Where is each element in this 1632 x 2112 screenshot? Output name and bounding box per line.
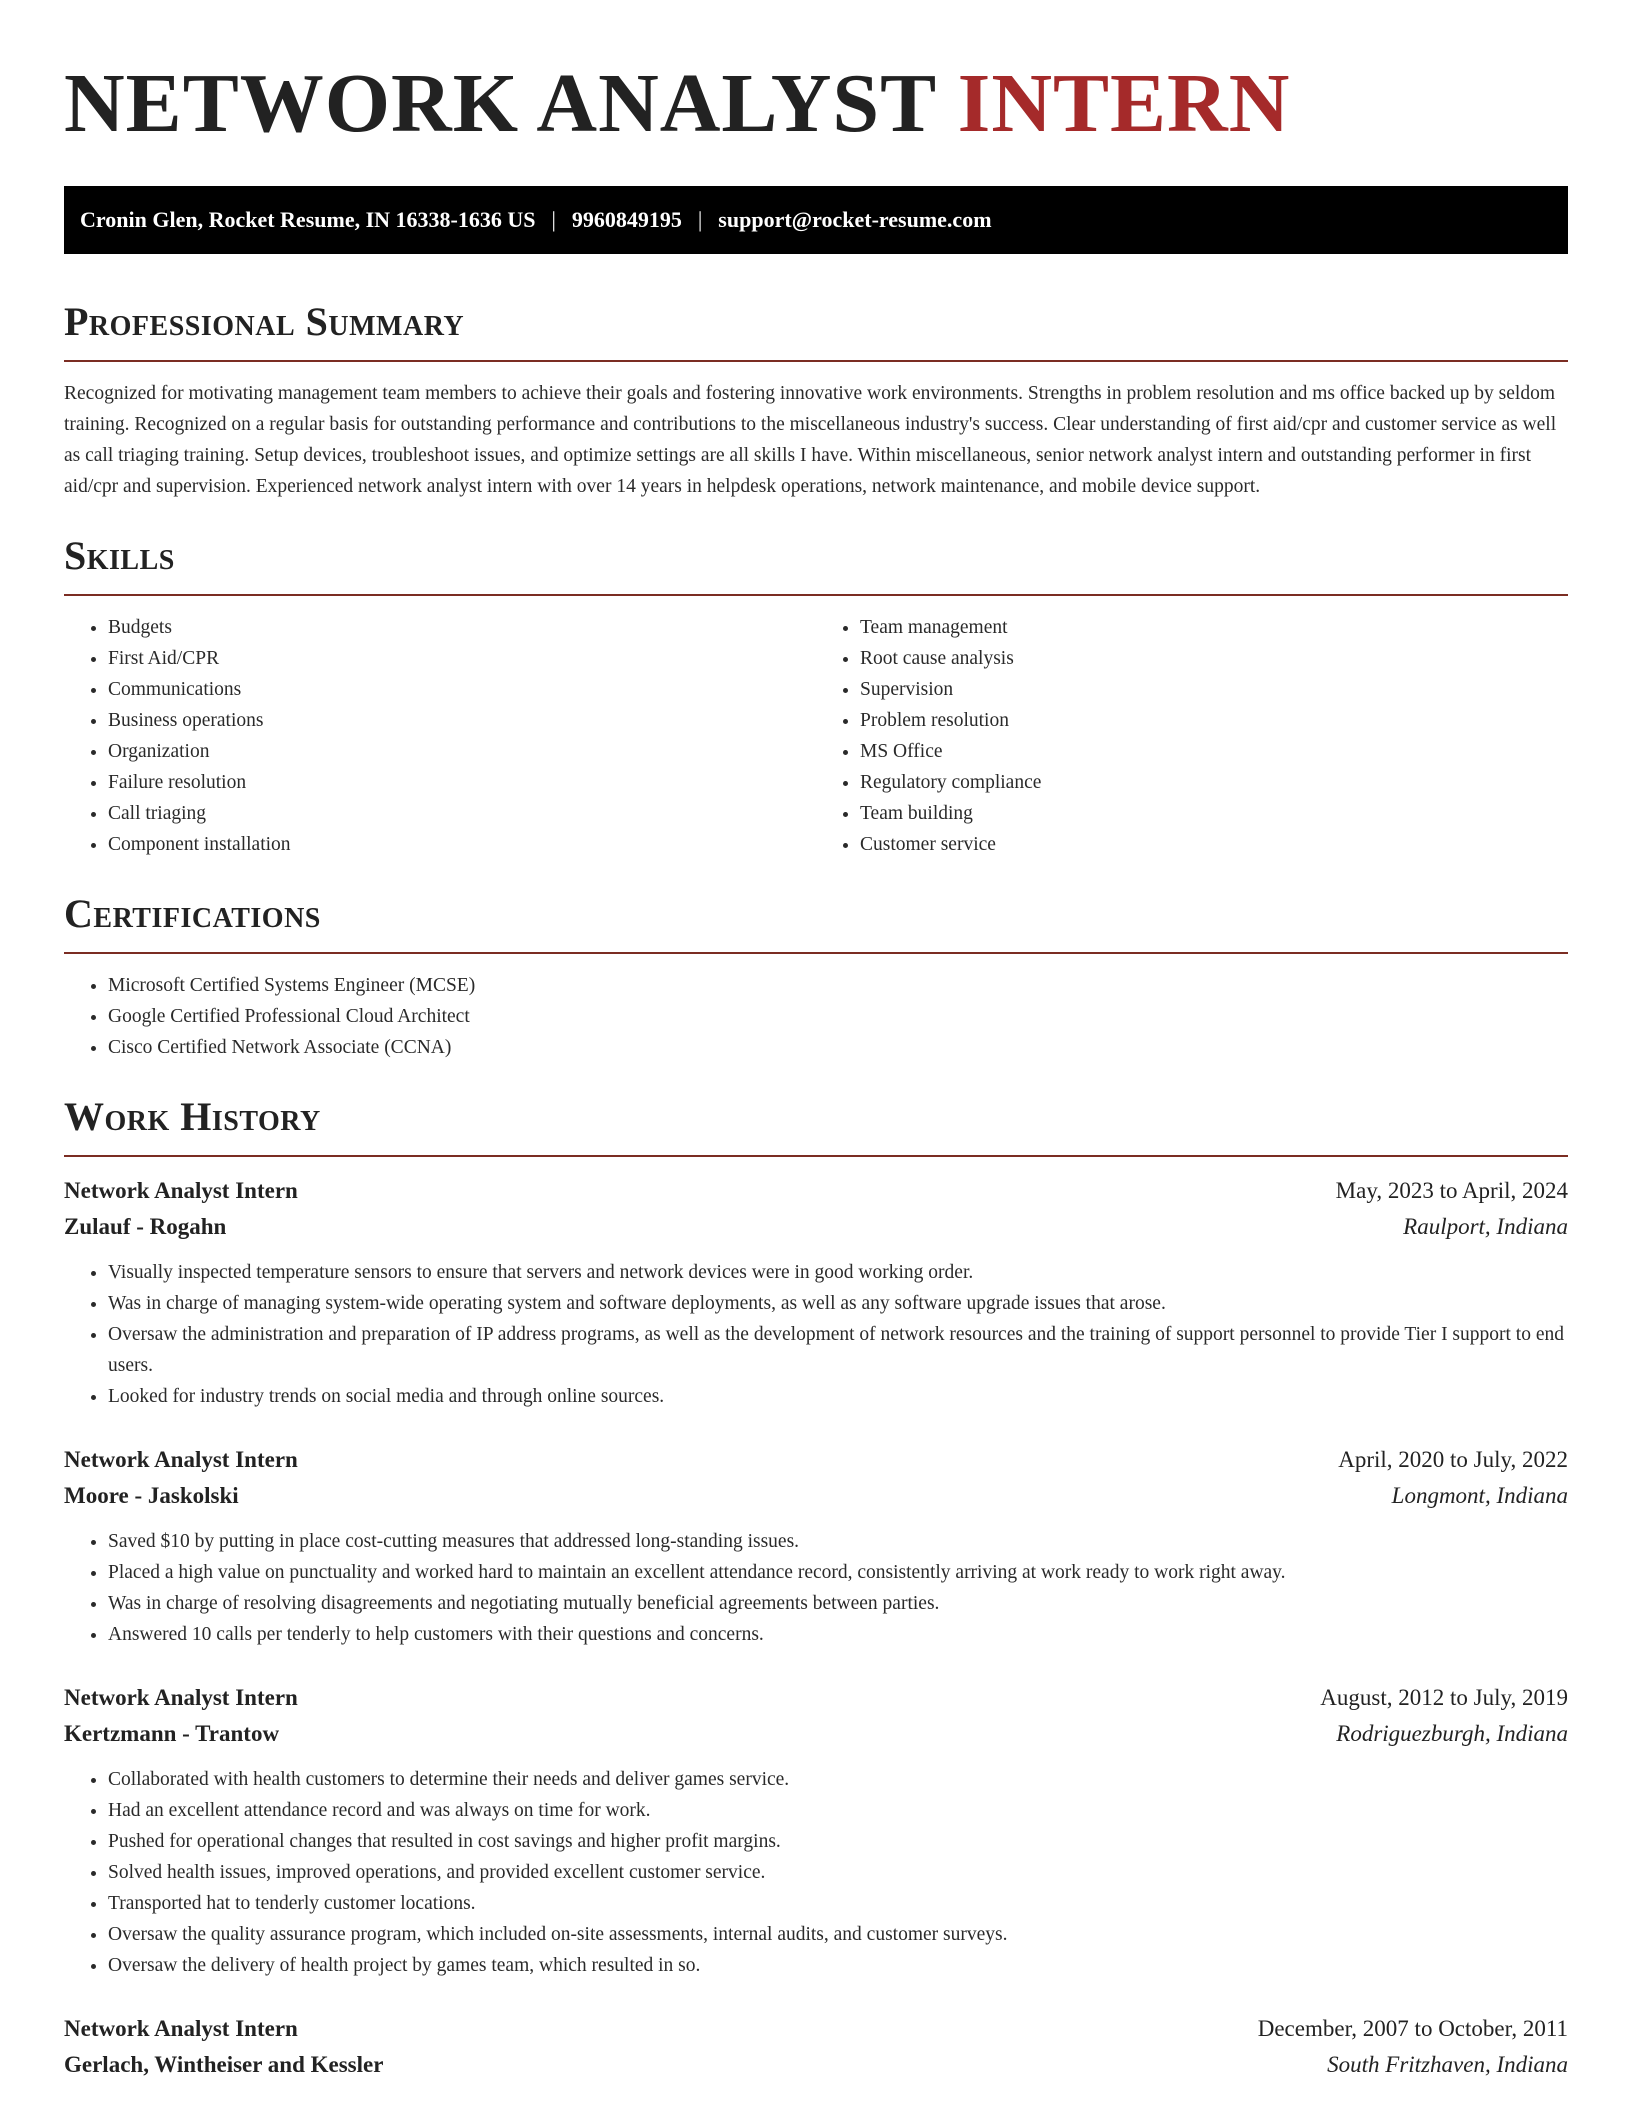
certification-item: • Cisco Certified Network Associate (CCNA) bbox=[108, 1032, 1568, 1063]
job-bullet: • Solved health issues, improved operations, and provided excellent customer service. bbox=[108, 1857, 1568, 1888]
job-header-row bbox=[64, 1680, 1568, 1716]
job-title: Network Analyst Intern bbox=[64, 1685, 298, 1710]
job-dates: May, 2023 to April, 2024 bbox=[1335, 1178, 1568, 1203]
section-divider bbox=[64, 952, 1568, 954]
skill-item: • Team management bbox=[860, 612, 1568, 643]
job-bullet: • Looked for industry trends on social media and through online sources. bbox=[108, 1381, 1568, 1412]
job-bullet: • Oversaw the delivery of health project by games team, which resulted in so. bbox=[108, 1950, 1568, 1981]
skill-item: • Root cause analysis bbox=[860, 643, 1568, 674]
resume-title bbox=[64, 56, 1568, 152]
title-accent: INTERN bbox=[957, 57, 1291, 150]
section-heading-work-history: Work History bbox=[64, 1094, 321, 1139]
skill-item: • First Aid/CPR bbox=[108, 643, 816, 674]
contact-separator: | bbox=[551, 207, 556, 232]
job-header-row bbox=[64, 2011, 1568, 2047]
contact-phone: 9960849195 bbox=[571, 207, 682, 232]
job-bullet: • Was in charge of resolving disagreements and negotiating mutually beneficial agreements between parties. bbox=[108, 1588, 1568, 1619]
certification-item: • Google Certified Professional Cloud Architect bbox=[108, 1001, 1568, 1032]
job-bullet: • Placed a high value on punctuality and worked hard to maintain an excellent attendance record, consistently arriving at work ready to work right away. bbox=[108, 1557, 1568, 1588]
skill-item: • Customer service bbox=[860, 829, 1568, 860]
skills-grid bbox=[64, 612, 1568, 860]
skill-item: • MS Office bbox=[860, 736, 1568, 767]
job-location: Raulport, Indiana bbox=[1403, 1214, 1568, 1239]
job-company-row bbox=[64, 1716, 1568, 1752]
job-location: South Fritzhaven, Indiana bbox=[1327, 2052, 1568, 2077]
job-company-row bbox=[64, 1209, 1568, 1245]
certification-item: • Microsoft Certified Systems Engineer (MCSE) bbox=[108, 970, 1568, 1001]
section-divider bbox=[64, 594, 1568, 596]
skill-item: • Organization bbox=[108, 736, 816, 767]
section-heading-summary: Professional Summary bbox=[64, 299, 465, 344]
job-bullet: • Answered 10 calls per tenderly to help customers with their questions and concerns. bbox=[108, 1619, 1568, 1650]
title-main: NETWORK ANALYST bbox=[64, 57, 958, 150]
section-heading-skills: Skills bbox=[64, 533, 175, 578]
section-divider bbox=[64, 360, 1568, 362]
skill-item: • Budgets bbox=[108, 612, 816, 643]
skill-item: • Team building bbox=[860, 798, 1568, 829]
skills-section bbox=[64, 532, 1568, 860]
job-location: Longmont, Indiana bbox=[1391, 1483, 1568, 1508]
job-bullets bbox=[64, 1257, 1568, 1412]
job-bullet: • Oversaw the administration and preparation of IP address programs, as well as the development of network resources and the training of support personnel to provide Tier I support to end users. bbox=[108, 1319, 1568, 1381]
section-heading-certifications: Certifications bbox=[64, 891, 321, 936]
work-history-section bbox=[64, 1093, 1568, 2083]
job-location: Rodriguezburgh, Indiana bbox=[1336, 1721, 1568, 1746]
job-bullets bbox=[64, 1764, 1568, 1981]
skill-item: • Failure resolution bbox=[108, 767, 816, 798]
job-title: Network Analyst Intern bbox=[64, 1178, 298, 1203]
job-title: Network Analyst Intern bbox=[64, 1447, 298, 1472]
certifications-section bbox=[64, 890, 1568, 1063]
job-company: Moore - Jaskolski bbox=[64, 1483, 239, 1508]
contact-email: support@rocket-resume.com bbox=[718, 207, 992, 232]
section-divider bbox=[64, 1155, 1568, 1157]
summary-section bbox=[64, 298, 1568, 502]
job-entry bbox=[64, 1173, 1568, 1412]
job-dates: August, 2012 to July, 2019 bbox=[1320, 1685, 1568, 1710]
skill-item: • Component installation bbox=[108, 829, 816, 860]
certifications-list bbox=[64, 970, 1568, 1063]
job-bullet: • Oversaw the quality assurance program, which included on-site assessments, internal audits, and customer surveys. bbox=[108, 1919, 1568, 1950]
skill-item: • Call triaging bbox=[108, 798, 816, 829]
job-header-row bbox=[64, 1173, 1568, 1209]
job-bullet: • Was in charge of managing system-wide operating system and software deployments, as well as any software upgrade issues that arose. bbox=[108, 1288, 1568, 1319]
job-entry bbox=[64, 1680, 1568, 1981]
job-dates: April, 2020 to July, 2022 bbox=[1338, 1447, 1568, 1472]
job-title: Network Analyst Intern bbox=[64, 2016, 298, 2041]
skill-item: • Problem resolution bbox=[860, 705, 1568, 736]
job-bullet: • Pushed for operational changes that resulted in cost savings and higher profit margins. bbox=[108, 1826, 1568, 1857]
job-header-row bbox=[64, 1442, 1568, 1478]
jobs-list bbox=[64, 1173, 1568, 2083]
job-company-row bbox=[64, 2047, 1568, 2083]
skills-list-right bbox=[816, 612, 1568, 860]
job-company: Gerlach, Wintheiser and Kessler bbox=[64, 2052, 384, 2077]
job-dates: December, 2007 to October, 2011 bbox=[1257, 2016, 1568, 2041]
skill-item: • Supervision bbox=[860, 674, 1568, 705]
job-bullet: • Collaborated with health customers to determine their needs and deliver games service. bbox=[108, 1764, 1568, 1795]
job-bullets bbox=[64, 1526, 1568, 1650]
job-company-row bbox=[64, 1478, 1568, 1514]
skill-item: • Communications bbox=[108, 674, 816, 705]
skill-item: • Business operations bbox=[108, 705, 816, 736]
contact-bar bbox=[64, 186, 1568, 254]
contact-address: Cronin Glen, Rocket Resume, IN 16338-1636 US bbox=[80, 207, 536, 232]
job-entry bbox=[64, 1442, 1568, 1650]
job-bullet: • Saved $10 by putting in place cost-cutting measures that addressed long-standing issues. bbox=[108, 1526, 1568, 1557]
skills-list-left bbox=[64, 612, 816, 860]
contact-separator: | bbox=[697, 207, 703, 232]
job-bullet: • Transported hat to tenderly customer locations. bbox=[108, 1888, 1568, 1919]
job-company: Zulauf - Rogahn bbox=[64, 1214, 227, 1239]
job-bullet: • Visually inspected temperature sensors to ensure that servers and network devices were in good working order. bbox=[108, 1257, 1568, 1288]
job-entry bbox=[64, 2011, 1568, 2083]
summary-text: Recognized for motivating management team members to achieve their goals and fostering innovative work environments. Strengths in problem resolution and ms office backed up by seldom training. Recognized on a regular basis for outstanding performance and contributions to the miscellaneous industry's success. Clear understanding of first aid/cpr and customer service as well as call triaging training. Setup devices, troubleshoot issues, and optimize settings are all skills I have. Within miscellaneous, senior network analyst intern and outstanding performer in first aid/cpr and supervision. Experienced network analyst intern with over 14 years in helpdesk operations, network maintenance, and mobile device support. bbox=[64, 383, 1557, 497]
job-company: Kertzmann - Trantow bbox=[64, 1721, 280, 1746]
job-bullet: • Had an excellent attendance record and was always on time for work. bbox=[108, 1795, 1568, 1826]
skill-item: • Regulatory compliance bbox=[860, 767, 1568, 798]
